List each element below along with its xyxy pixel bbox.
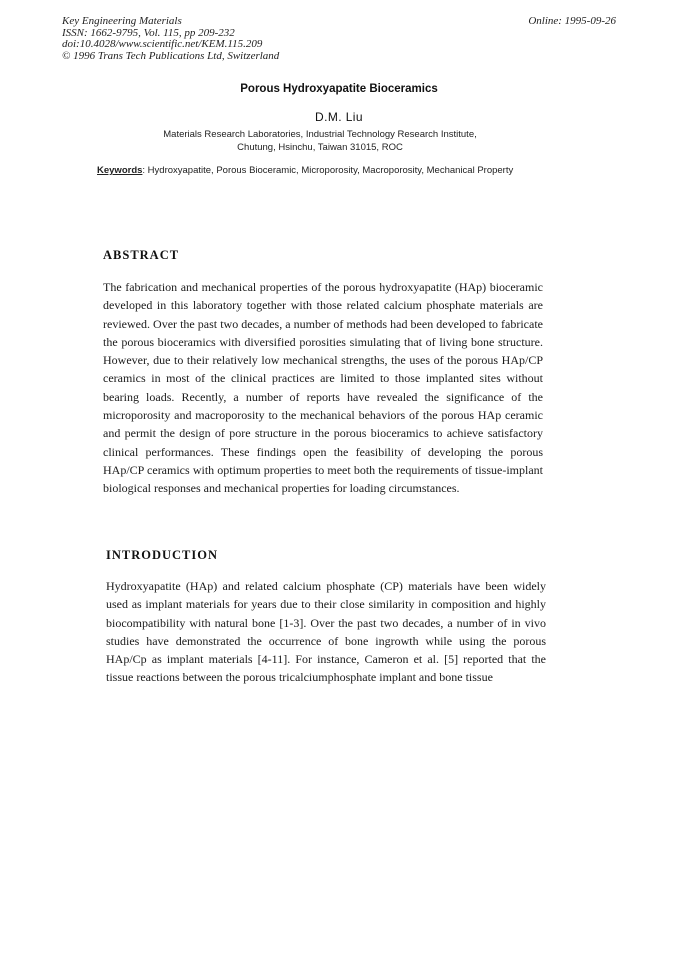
affiliation-line-1: Materials Research Laboratories, Industrial Technology Research Institute, [163,129,477,140]
doi-line: doi:10.4028/www.scientific.net/KEM.115.209 [62,38,263,50]
keywords [97,164,549,177]
journal-header [62,16,279,62]
paper-title: Porous Hydroxyapatite Bioceramics [240,83,438,95]
issn-line: ISSN: 1662-9795, Vol. 115, pp 209-232 [62,26,235,39]
keywords-label: Keywords [97,165,143,176]
online-date: Online: 1995-09-26 [528,15,616,27]
copyright-line: © 1996 Trans Tech Publications Ltd, Switzerland [62,49,280,62]
affiliation-line-2: Chutung, Hsinchu, Taiwan 31015, ROC [237,142,403,153]
keywords-text: : Hydroxyapatite, Porous Bioceramic, Microporosity, Macroporosity, Mechanical Property [142,165,514,176]
introduction-text: Hydroxyapatite (HAp) and related calcium phosphate (CP) materials have been widely used as implant materials for years due to their close similarity in composition and highly biocompatibility with natural bone [1-3]. Over the past two decades, a number of in vivo studies have demonstrated the occurrence of bone ingrowth while using the porous HAp/Cp as implant materials [4-11]. For instance, Cameron et al. [5] reported that the tissue reactions between the porous tricalciumphosphate implant and bone tissue [106,579,546,685]
abstract-text: The fabrication and mechanical properties of the porous hydroxyapatite (HAp) bioceramic developed in this laboratory together with those related calcium phosphate materials are reviewed. Over the past two decades, a number of methods had been developed to fabricate the porous bioceramics with diversified porosities simulating that of living bone structure. However, due to their relatively low mechanical strengths, the uses of the porous HAp/CP ceramics in most of the clinical practices are limited to those implanted sites without bearing loads. Recently, a number of reports have revealed the significance of the microporosity and macroporosity to the mechanical behaviors of the porous HAp ceramic and permit the design of pore structure in the porous bioceramics to achieve satisfactory clinical performances. These findings open the feasibility of developing the porous HAp/CP ceramics with optimum properties to meet both the requirements of tissue-implant biological responses and mechanical properties for loading circumstances. [103,280,543,496]
introduction-heading: INTRODUCTION [106,548,219,562]
abstract-heading: ABSTRACT [103,248,180,262]
affiliation [0,128,640,154]
journal-name: Key Engineering Materials [62,15,182,27]
author-name: D.M. Liu [315,110,363,124]
